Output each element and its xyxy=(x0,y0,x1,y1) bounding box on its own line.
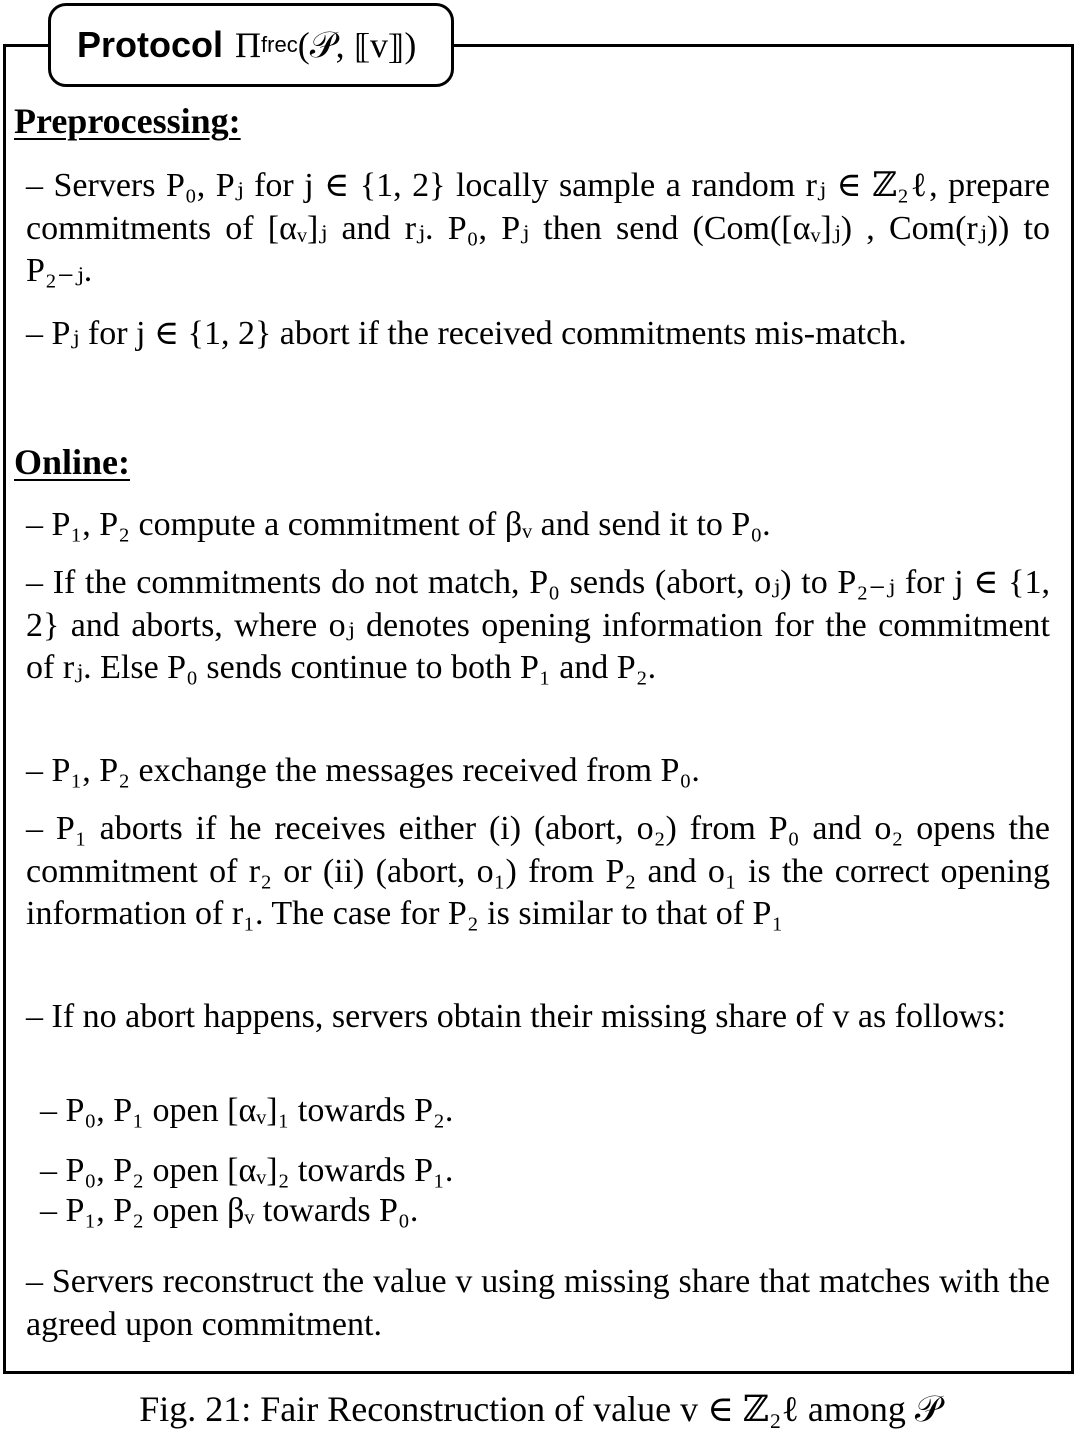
online-heading: Online: xyxy=(14,442,131,482)
online-item-4: – P₁ aborts if he receives either (i) (abort, o₂) from P₀ and o₂ opens the commitment of r₂ or (ii) (abort, o₁) from P₂ and o₁ is the correct opening information of r₁. The case for P₂ is similar to that of P₁ xyxy=(26,810,1050,932)
figure-caption: Fig. 21: Fair Reconstruction of value v ∈ ℤ₂ℓ among 𝒫 xyxy=(139,1389,941,1429)
online-item-1: – P₁, P₂ compute a commitment of βᵥ and send it to P₀. xyxy=(26,506,771,543)
protocol-title xyxy=(48,3,454,87)
preprocessing-heading: Preprocessing: xyxy=(14,101,241,141)
protocol-symbol: Π xyxy=(235,25,262,65)
preprocessing-item-1: – Servers P₀, Pⱼ for j ∈ {1, 2} locally sample a random rⱼ ∈ ℤ₂ℓ, prepare commitments of [αᵥ]ⱼ and rⱼ. P₀, Pⱼ then send (Com([αᵥ]ⱼ) , Com(rⱼ)) to P₂₋ⱼ. xyxy=(26,167,1050,289)
online-item-5: – If no abort happens, servers obtain their missing share of v as follows: xyxy=(26,998,1007,1035)
preprocessing-item-2: – Pⱼ for j ∈ {1, 2} abort if the received commitments mis-match. xyxy=(26,315,907,352)
online-item-2: – If the commitments do not match, P₀ sends (abort, oⱼ) to P₂₋ⱼ for j ∈ {1, 2} and aborts, where oⱼ denotes opening information for the commitment of rⱼ. Else P₀ sends continue to both P₁ and P₂. xyxy=(26,564,1050,686)
open-step-3: – P₁, P₂ open βᵥ towards P₀. xyxy=(40,1192,419,1229)
protocol-subscript: frec xyxy=(261,32,298,57)
online-item-final: – Servers reconstruct the value v using missing share that matches with the agreed upon commitment. xyxy=(26,1263,1050,1343)
online-item-3: – P₁, P₂ exchange the messages received from P₀. xyxy=(26,752,700,789)
protocol-args: (𝒫, ⟦v⟧) xyxy=(297,24,417,65)
open-step-2: – P₀, P₂ open [αᵥ]₂ towards P₁. xyxy=(40,1152,454,1189)
open-step-1: – P₀, P₁ open [αᵥ]₁ towards P₂. xyxy=(40,1092,454,1129)
protocol-keyword: Protocol xyxy=(77,24,224,65)
